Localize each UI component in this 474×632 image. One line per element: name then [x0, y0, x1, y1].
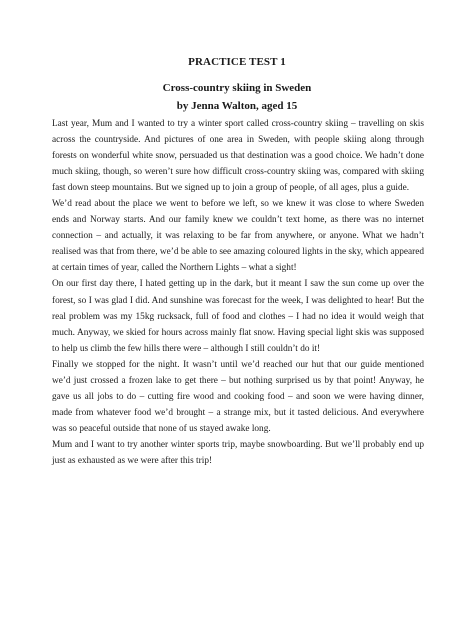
paragraph-2: We’d read about the place we went to before we left, so we knew it was close to where Sweden ends and Norway starts. And our family knew we couldn’t text home, as there was no internet connection – and actually, it was relaxing to be far from anywhere, or anyone. What we hadn’t realised was that from there, we’d be able to see amazing coloured lights in the sky, which appeared at certain times of year, called the Northern Lights – what a sight! [52, 199, 424, 274]
practice-test-heading: PRACTICE TEST 1 [188, 56, 286, 68]
article-body [52, 116, 424, 469]
paragraph-3: On our first day there, I hated getting up in the dark, but it meant I saw the sun come up over the forest, so I was glad I did. And sunshine was forecast for the week, I was delighted to hear! But the real problem was my 15kg rucksack, full of food and clothes – I had no idea it would weigh that much. Anyway, we skied for hours across mainly flat snow. Having special light skis was supposed to help us climb the few hills there were – although I still couldn’t do it! [52, 279, 424, 354]
paragraph-4: Finally we stopped for the night. It wasn’t until we’d reached our hut that our guide mentioned we’d just crossed a frozen lake to get there – but nothing surprised us by that point! Anyway, he gave us all jobs to do – cutting fire wood and cooking food – and soon we were having dinner, made from whatever food we’d brought – a strange mix, but it tasted delicious. And everywhere was so peaceful outside that none of us stayed awake long. [52, 359, 424, 434]
paragraph-1: Last year, Mum and I wanted to try a winter sport called cross-country skiing – travelling on skis across the countryside. And pictures of one area in Sweden, with people skiing along through forests on wonderful white snow, persuaded us that destination was a good choice. We hadn’t done much skiing, though, so weren’t sure how difficult cross-country skiing was, compared with skiing fast down steep mountains. But we signed up to join a group of people, of all ages, plus a guide. [52, 119, 424, 194]
article-title: Cross-country skiing in Sweden [162, 82, 312, 94]
paragraph-5: Mum and I want to try another winter sports trip, maybe snowboarding. But we’ll probably end up just as exhausted as we were after this trip! [52, 439, 424, 466]
article-byline: by Jenna Walton, aged 15 [176, 100, 298, 112]
